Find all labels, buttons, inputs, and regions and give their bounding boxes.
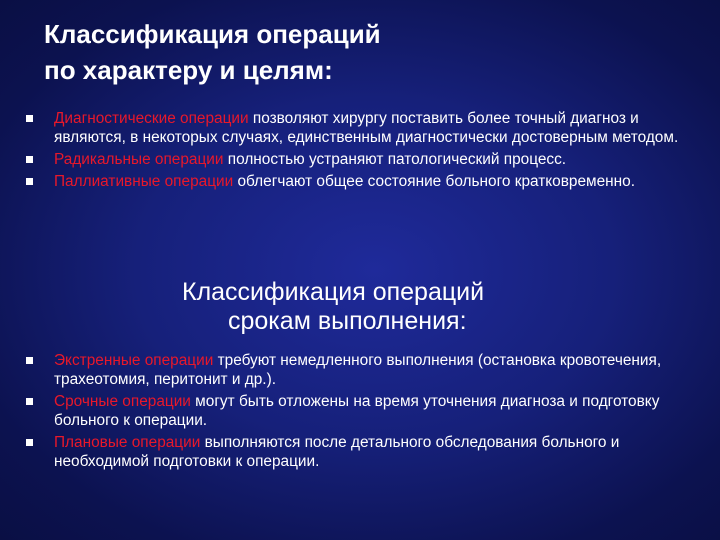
square-bullet-icon <box>26 398 33 405</box>
slide-title <box>44 16 684 88</box>
item-term: Срочные операции <box>54 393 191 410</box>
slide-title-line-2: по характеру и целям: <box>44 55 333 85</box>
square-bullet-icon <box>26 439 33 446</box>
list-item <box>24 392 704 430</box>
classification-by-timing-list <box>24 351 704 474</box>
slide-title-line-1: Классификация операций <box>44 19 381 49</box>
item-term: Диагностические операции <box>54 110 249 127</box>
list-item <box>24 351 704 389</box>
square-bullet-icon <box>26 178 33 185</box>
section-subtitle <box>182 278 602 336</box>
item-text: полностью устраняют патологический процесс. <box>223 151 567 168</box>
list-item <box>24 109 704 147</box>
square-bullet-icon <box>26 115 33 122</box>
item-term: Плановые операции <box>54 434 201 451</box>
square-bullet-icon <box>26 357 33 364</box>
item-text: позволяют хирургу поставить более точный диагноз и являются, в некоторых случаях, единственным диагностически достоверным методом. <box>54 110 679 146</box>
section-subtitle-line-1: Классификация операций <box>182 278 485 306</box>
item-text: выполняются после детального обследования больного и необходимой подготовки к операции. <box>54 434 620 470</box>
item-text: облегчают общее состояние больного кратковременно. <box>233 173 636 190</box>
list-item <box>24 150 704 169</box>
list-item <box>24 433 704 471</box>
item-term: Паллиативные операции <box>54 173 234 190</box>
item-term: Радикальные операции <box>54 151 224 168</box>
item-text: могут быть отложены на время уточнения диагноза и подготовку больного к операции. <box>54 393 660 429</box>
item-term: Экстренные операции <box>54 352 214 369</box>
classification-by-purpose-list <box>24 109 704 194</box>
section-subtitle-line-2: срокам выполнения: <box>228 307 467 335</box>
list-item <box>24 172 704 191</box>
square-bullet-icon <box>26 156 33 163</box>
item-text: требуют немедленного выполнения (остановка кровотечения, трахеотомия, перитонит и др.). <box>54 352 662 388</box>
